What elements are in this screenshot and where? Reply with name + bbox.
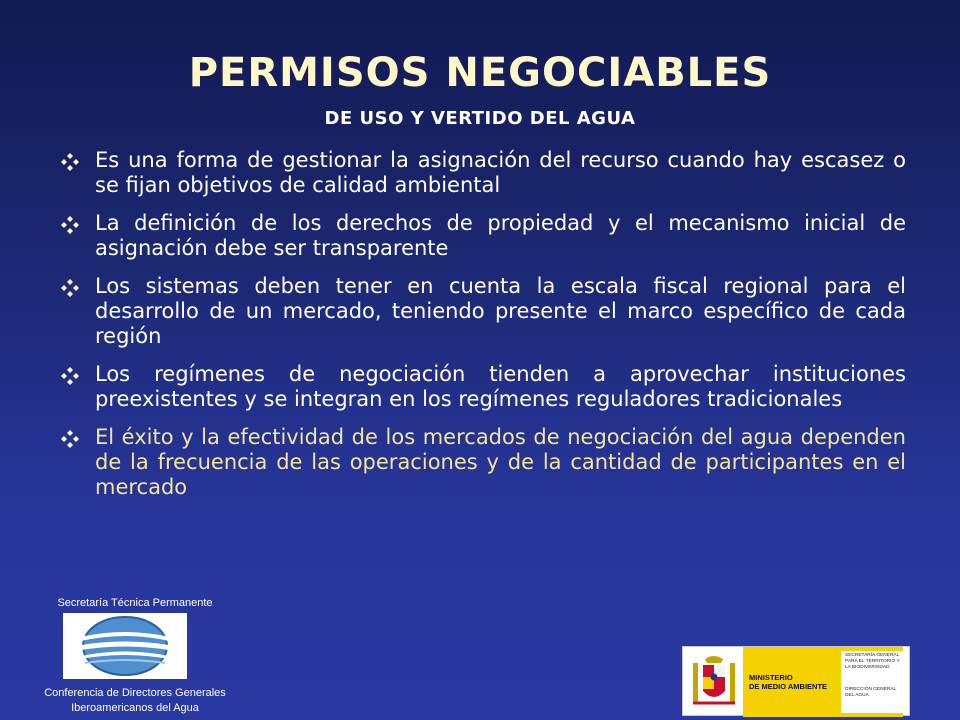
bullet-item (58, 362, 906, 412)
diamond-bullet-icon (60, 278, 80, 298)
bullet-text: Los regímenes de negociación tienden a aprovechar instituciones preexistentes y se integran en los regímenes reguladores tradicionales (95, 362, 906, 411)
bullet-text: Es una forma de gestionar la asignación del recurso cuando hay escasez o se fijan objetivos de calidad ambiental (95, 148, 906, 197)
ministry-directorate: DIRECCIÓN GENERAL DEL AGUA (845, 687, 897, 698)
bullet-item (58, 148, 906, 198)
ministry-name: MINISTERIO DE MEDIO AMBIENTE (749, 673, 828, 691)
bullet-list (58, 148, 906, 513)
bullet-item (58, 425, 906, 500)
conference-line-1: Conferencia de Directores Generales (44, 687, 226, 699)
water-wave-logo-icon (63, 613, 187, 679)
bullet-text: El éxito y la efectividad de los mercados de negociación del agua dependen de la frecuencia de las operaciones y de la cantidad de participantes en el mercado (95, 425, 906, 499)
diamond-bullet-icon (60, 366, 80, 386)
diamond-bullet-icon (60, 429, 80, 449)
ministry-secretariat: SECRETARÍA GENERAL PARA EL TERRITORIO Y LA BIODIVERSIDAD (845, 653, 900, 670)
codia-logo (63, 613, 187, 679)
bullet-item (58, 211, 906, 261)
bullet-item (58, 274, 906, 349)
conference-line-2: Iberoamericanos del Agua (71, 702, 199, 714)
diamond-bullet-icon (60, 152, 80, 172)
conference-label (0, 686, 270, 716)
slide-subtitle: DE USO Y VERTIDO DEL AGUA (324, 108, 636, 129)
bullet-text: Los sistemas deben tener en cuenta la escala fiscal regional para el desarrollo de un mercado, teniendo presente el marco específico de cada región (95, 274, 906, 348)
slide-title: PERMISOS NEGOCIABLES (188, 50, 772, 96)
ministry-logo (682, 646, 910, 716)
bullet-text: La definición de los derechos de propiedad y el mecanismo inicial de asignación debe ser transparente (95, 211, 906, 260)
secretariat-label: Secretaría Técnica Permanente (57, 597, 213, 609)
diamond-bullet-icon (60, 215, 80, 235)
spanish-coat-of-arms-icon (691, 653, 737, 711)
